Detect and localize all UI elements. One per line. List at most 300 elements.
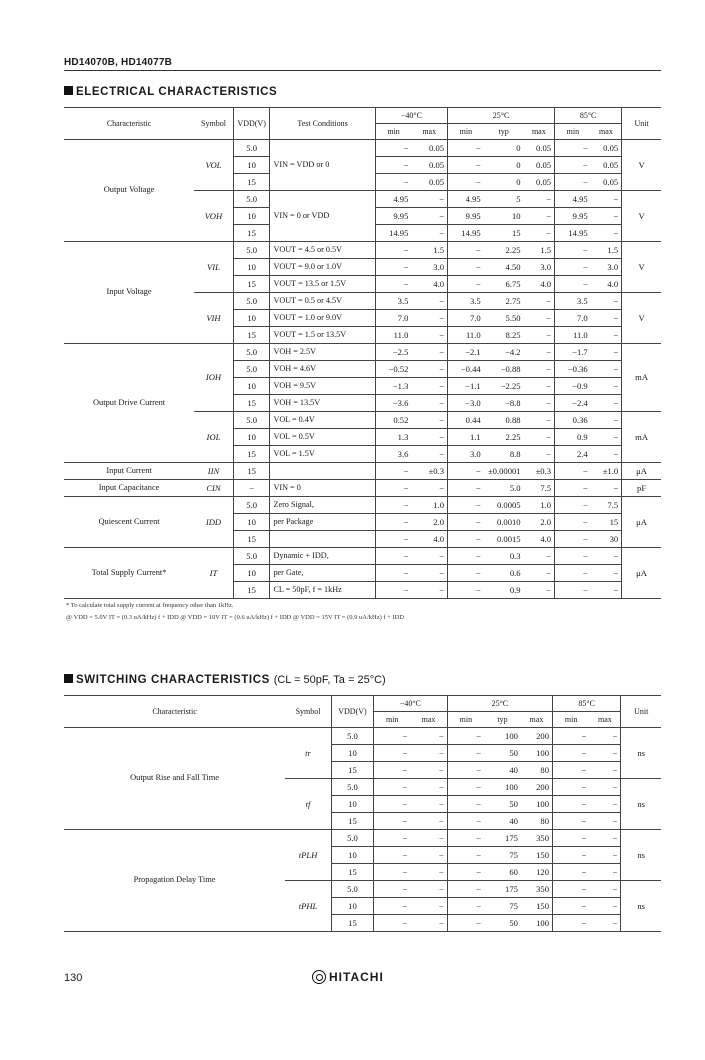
value-cell: 120 [521, 864, 553, 881]
value-cell: 4.50 [484, 259, 524, 276]
value-cell: 6.75 [484, 276, 524, 293]
unit-cell: pF [622, 480, 661, 497]
value-cell: − [552, 745, 589, 762]
value-cell: −3.0 [448, 395, 484, 412]
value-cell: 7.0 [375, 310, 411, 327]
value-cell: − [448, 242, 484, 259]
electrical-characteristics-table [64, 107, 661, 599]
value-cell: − [375, 514, 411, 531]
symbol-cell: VIH [194, 293, 233, 344]
value-cell: − [524, 412, 555, 429]
vdd-cell: 5.0 [233, 361, 270, 378]
value-cell: 4.0 [411, 276, 447, 293]
value-cell: − [375, 157, 411, 174]
characteristic-cell: Output Voltage [64, 140, 194, 242]
hitachi-logo-icon [312, 970, 326, 984]
value-cell: 3.0 [591, 259, 622, 276]
value-cell: − [411, 225, 447, 242]
value-cell: − [448, 463, 484, 480]
table-row [64, 463, 661, 480]
symbol-cell: VOL [194, 140, 233, 191]
value-cell: − [524, 310, 555, 327]
symbol-cell: tr [285, 728, 331, 779]
value-cell: 0.05 [524, 174, 555, 191]
value-cell: 1.3 [375, 429, 411, 446]
condition-cell: VOUT = 1.5 or 13.5V [270, 327, 375, 344]
value-cell: − [374, 813, 411, 830]
value-cell: − [591, 582, 622, 599]
value-cell: − [552, 915, 589, 932]
col-temp-85: 85°C [555, 108, 622, 124]
value-cell: − [552, 881, 589, 898]
value-cell: 0.36 [555, 412, 591, 429]
value-cell: − [555, 514, 591, 531]
value-cell: − [374, 847, 411, 864]
value-cell: − [589, 830, 621, 847]
value-cell: 4.0 [591, 276, 622, 293]
vdd-cell: 5.0 [331, 830, 373, 847]
value-cell: −0.88 [484, 361, 524, 378]
vdd-cell: 5.0 [233, 548, 270, 565]
vdd-cell: 10 [233, 378, 270, 395]
col-characteristic: Characteristic [64, 696, 285, 728]
value-cell: 175 [484, 830, 521, 847]
vdd-cell: 5.0 [233, 242, 270, 259]
value-cell: − [524, 344, 555, 361]
value-cell: 14.95 [375, 225, 411, 242]
value-cell: − [524, 191, 555, 208]
condition-cell: VOL = 0.4V [270, 412, 375, 429]
value-cell: ±1.0 [591, 463, 622, 480]
value-cell: 9.95 [448, 208, 484, 225]
brand-name: HITACHI [329, 970, 384, 984]
vdd-cell: 15 [233, 225, 270, 242]
value-cell: − [448, 514, 484, 531]
value-cell: 14.95 [448, 225, 484, 242]
vdd-cell: 15 [233, 446, 270, 463]
value-cell: 0.0015 [484, 531, 524, 548]
symbol-cell: IDD [194, 497, 233, 548]
symbol-cell: IIN [194, 463, 233, 480]
table-row [64, 140, 661, 157]
value-cell: ±0.00001 [484, 463, 524, 480]
value-cell: − [410, 728, 447, 745]
value-cell: 1.0 [524, 497, 555, 514]
value-cell: − [589, 779, 621, 796]
value-cell: − [552, 796, 589, 813]
value-cell: − [410, 762, 447, 779]
vdd-cell: 5.0 [233, 412, 270, 429]
value-cell: 0.05 [524, 140, 555, 157]
value-cell: − [374, 796, 411, 813]
col-max: max [589, 712, 621, 728]
value-cell: 0.9 [484, 582, 524, 599]
value-cell: 8.25 [484, 327, 524, 344]
value-cell: −0.9 [555, 378, 591, 395]
value-cell: 3.5 [448, 293, 484, 310]
value-cell: − [374, 762, 411, 779]
value-cell: 0.05 [591, 140, 622, 157]
characteristic-cell: Input Voltage [64, 242, 194, 344]
value-cell: 80 [521, 813, 553, 830]
value-cell: 50 [484, 796, 521, 813]
value-cell: 3.5 [555, 293, 591, 310]
col-vdd: VDD(V) [233, 108, 270, 140]
value-cell: 7.5 [524, 480, 555, 497]
value-cell: 3.0 [448, 446, 484, 463]
value-cell: − [524, 429, 555, 446]
value-cell: 10 [484, 208, 524, 225]
value-cell: 0.0010 [484, 514, 524, 531]
value-cell: 5.0 [484, 480, 524, 497]
value-cell: 4.95 [448, 191, 484, 208]
value-cell: −2.5 [375, 344, 411, 361]
characteristic-cell: Quiescent Current [64, 497, 194, 548]
vdd-cell: − [233, 480, 270, 497]
value-cell: − [411, 429, 447, 446]
value-cell: − [447, 728, 484, 745]
value-cell: 0.6 [484, 565, 524, 582]
col-max: max [521, 712, 553, 728]
value-cell: − [448, 259, 484, 276]
value-cell: 2.25 [484, 242, 524, 259]
value-cell: − [589, 898, 621, 915]
value-cell: − [552, 847, 589, 864]
switching-title-conditions: (CL = 50pF, Ta = 25°C) [273, 674, 386, 686]
value-cell: 30 [591, 531, 622, 548]
value-cell: − [555, 259, 591, 276]
value-cell: 50 [484, 745, 521, 762]
value-cell: − [411, 191, 447, 208]
value-cell: − [591, 446, 622, 463]
value-cell: − [374, 915, 411, 932]
value-cell: 0.3 [484, 548, 524, 565]
value-cell: − [410, 881, 447, 898]
value-cell: 5.50 [484, 310, 524, 327]
vdd-cell: 10 [233, 565, 270, 582]
vdd-cell: 10 [331, 745, 373, 762]
value-cell: 100 [484, 728, 521, 745]
vdd-cell: 10 [331, 796, 373, 813]
value-cell: − [524, 293, 555, 310]
value-cell: − [591, 395, 622, 412]
condition-cell: CL = 50pF, f = 1kHz [270, 582, 375, 599]
value-cell: − [375, 497, 411, 514]
symbol-cell: VIL [194, 242, 233, 293]
vdd-cell: 10 [233, 208, 270, 225]
value-cell: − [375, 259, 411, 276]
value-cell: − [410, 813, 447, 830]
vdd-cell: 10 [331, 847, 373, 864]
value-cell: 8.8 [484, 446, 524, 463]
value-cell: − [375, 548, 411, 565]
value-cell: − [524, 378, 555, 395]
value-cell: 100 [521, 796, 553, 813]
condition-cell [270, 531, 375, 548]
footnote-1: * To calculate total supply current at frequency other than 1kHz. [66, 602, 234, 609]
vdd-cell: 15 [233, 174, 270, 191]
value-cell: − [555, 242, 591, 259]
value-cell: − [555, 565, 591, 582]
condition-cell: VOH = 9.5V [270, 378, 375, 395]
value-cell: − [552, 830, 589, 847]
value-cell: 0.44 [448, 412, 484, 429]
value-cell: − [552, 762, 589, 779]
value-cell: −1.3 [375, 378, 411, 395]
value-cell: 11.0 [448, 327, 484, 344]
value-cell: 0.52 [375, 412, 411, 429]
col-characteristic: Characteristic [64, 108, 194, 140]
value-cell: − [591, 310, 622, 327]
col-unit: Unit [621, 696, 661, 728]
value-cell: − [589, 745, 621, 762]
table-row [64, 480, 661, 497]
value-cell: − [411, 378, 447, 395]
col-min: min [447, 712, 484, 728]
col-temp-m40: −40°C [375, 108, 447, 124]
value-cell: 2.25 [484, 429, 524, 446]
value-cell: − [524, 327, 555, 344]
value-cell: − [447, 762, 484, 779]
switching-section-title [64, 674, 386, 686]
value-cell: − [374, 830, 411, 847]
value-cell: 1.1 [448, 429, 484, 446]
unit-cell: mA [622, 412, 661, 463]
vdd-cell: 15 [233, 463, 270, 480]
value-cell: − [374, 779, 411, 796]
unit-cell: μA [622, 497, 661, 548]
table-row [64, 497, 661, 514]
value-cell: − [447, 847, 484, 864]
value-cell: −1.1 [448, 378, 484, 395]
bullet-square-icon [64, 86, 73, 95]
vdd-cell: 15 [331, 813, 373, 830]
value-cell: 3.0 [411, 259, 447, 276]
condition-cell: VOL = 0.5V [270, 429, 375, 446]
value-cell: − [375, 531, 411, 548]
value-cell: − [448, 140, 484, 157]
unit-cell: ns [621, 830, 661, 881]
value-cell: 0.0005 [484, 497, 524, 514]
unit-cell: ns [621, 779, 661, 830]
condition-cell: VOH = 4.6V [270, 361, 375, 378]
value-cell: − [524, 446, 555, 463]
characteristic-cell: Input Current [64, 463, 194, 480]
value-cell: 40 [484, 813, 521, 830]
value-cell: − [591, 412, 622, 429]
value-cell: − [524, 225, 555, 242]
value-cell: − [591, 378, 622, 395]
value-cell: − [524, 582, 555, 599]
value-cell: − [591, 429, 622, 446]
vdd-cell: 10 [233, 514, 270, 531]
unit-cell: μA [622, 548, 661, 599]
value-cell: − [555, 174, 591, 191]
value-cell: 7.0 [448, 310, 484, 327]
col-min: min [552, 712, 589, 728]
condition-cell: VOUT = 1.0 or 9.0V [270, 310, 375, 327]
value-cell: − [410, 745, 447, 762]
value-cell: 1.5 [524, 242, 555, 259]
value-cell: −3.6 [375, 395, 411, 412]
value-cell: 4.0 [411, 531, 447, 548]
value-cell: 11.0 [375, 327, 411, 344]
col-conditions: Test Conditions [270, 108, 375, 140]
col-max: max [591, 124, 622, 140]
col-max: max [411, 124, 447, 140]
condition-cell: VIN = 0 or VDD [270, 191, 375, 242]
value-cell: − [589, 864, 621, 881]
col-min: min [555, 124, 591, 140]
condition-cell: VOH = 13.5V [270, 395, 375, 412]
value-cell: − [555, 157, 591, 174]
value-cell: − [375, 463, 411, 480]
value-cell: 7.5 [591, 497, 622, 514]
vdd-cell: 15 [233, 276, 270, 293]
value-cell: 1.5 [591, 242, 622, 259]
value-cell: 175 [484, 881, 521, 898]
value-cell: − [555, 463, 591, 480]
value-cell: − [591, 327, 622, 344]
value-cell: − [375, 140, 411, 157]
condition-cell: Dynamic + IDD, [270, 548, 375, 565]
footnote-2: @ VDD = 5.0V IT = (0.3 uA/kHz) f + IDD @ VDD = 10V IT = (0.6 uA/kHz) f + IDD @ VDD = 15V IT = (0.9 uA/kHz) f + IDD [66, 614, 405, 621]
value-cell: ±0.3 [524, 463, 555, 480]
value-cell: 2.0 [411, 514, 447, 531]
value-cell: 1.5 [411, 242, 447, 259]
value-cell: 3.0 [524, 259, 555, 276]
value-cell: − [410, 779, 447, 796]
value-cell: 15 [484, 225, 524, 242]
value-cell: −0.44 [448, 361, 484, 378]
vdd-cell: 10 [233, 157, 270, 174]
value-cell: 60 [484, 864, 521, 881]
value-cell: − [448, 480, 484, 497]
vdd-cell: 5.0 [233, 140, 270, 157]
value-cell: 5 [484, 191, 524, 208]
col-temp-25: 25°C [447, 696, 552, 712]
vdd-cell: 10 [233, 259, 270, 276]
vdd-cell: 10 [233, 429, 270, 446]
condition-cell: VOUT = 9.0 or 1.0V [270, 259, 375, 276]
unit-cell: mA [622, 344, 661, 412]
value-cell: −2.1 [448, 344, 484, 361]
value-cell: 14.95 [555, 225, 591, 242]
vdd-cell: 15 [233, 327, 270, 344]
table-row [64, 548, 661, 565]
value-cell: − [374, 881, 411, 898]
value-cell: −2.4 [555, 395, 591, 412]
symbol-cell: IOL [194, 412, 233, 463]
value-cell: − [447, 898, 484, 915]
vdd-cell: 15 [233, 395, 270, 412]
condition-cell: per Package [270, 514, 375, 531]
value-cell: − [589, 847, 621, 864]
condition-cell: Zero Signal, [270, 497, 375, 514]
value-cell: 0.05 [411, 174, 447, 191]
condition-cell: VOUT = 0.5 or 4.5V [270, 293, 375, 310]
value-cell: − [411, 548, 447, 565]
value-cell: 7.0 [555, 310, 591, 327]
col-max: max [410, 712, 447, 728]
value-cell: − [448, 531, 484, 548]
value-cell: 3.5 [375, 293, 411, 310]
value-cell: 1.0 [411, 497, 447, 514]
value-cell: − [589, 915, 621, 932]
value-cell: − [375, 174, 411, 191]
value-cell: − [591, 361, 622, 378]
value-cell: − [411, 344, 447, 361]
value-cell: − [591, 225, 622, 242]
value-cell: 150 [521, 847, 553, 864]
characteristic-cell: Propagation Delay Time [64, 830, 285, 932]
value-cell: 0.05 [591, 174, 622, 191]
value-cell: 0 [484, 140, 524, 157]
value-cell: 0.88 [484, 412, 524, 429]
value-cell: − [410, 864, 447, 881]
value-cell: − [552, 728, 589, 745]
col-temp-m40: −40°C [374, 696, 448, 712]
value-cell: − [448, 548, 484, 565]
col-temp-25: 25°C [448, 108, 555, 124]
value-cell: − [591, 565, 622, 582]
value-cell: ±0.3 [411, 463, 447, 480]
value-cell: − [411, 310, 447, 327]
value-cell: 100 [521, 745, 553, 762]
value-cell: − [375, 565, 411, 582]
vdd-cell: 5.0 [233, 293, 270, 310]
value-cell: 0 [484, 157, 524, 174]
value-cell: − [411, 412, 447, 429]
switching-characteristics-table [64, 695, 661, 932]
value-cell: −0.36 [555, 361, 591, 378]
vdd-cell: 15 [331, 915, 373, 932]
value-cell: − [375, 480, 411, 497]
value-cell: − [591, 191, 622, 208]
symbol-cell: VOH [194, 191, 233, 242]
col-min: min [448, 124, 484, 140]
value-cell: − [411, 565, 447, 582]
value-cell: − [447, 915, 484, 932]
value-cell: 3.6 [375, 446, 411, 463]
value-cell: − [591, 344, 622, 361]
value-cell: − [591, 293, 622, 310]
characteristic-cell: Input Capacitance [64, 480, 194, 497]
value-cell: − [411, 293, 447, 310]
value-cell: − [447, 830, 484, 847]
value-cell: − [411, 327, 447, 344]
value-cell: − [555, 140, 591, 157]
value-cell: 100 [484, 779, 521, 796]
unit-cell: μA [622, 463, 661, 480]
value-cell: −4.2 [484, 344, 524, 361]
value-cell: − [374, 898, 411, 915]
value-cell: 4.0 [524, 276, 555, 293]
value-cell: 75 [484, 898, 521, 915]
value-cell: − [589, 796, 621, 813]
value-cell: − [448, 582, 484, 599]
value-cell: − [552, 898, 589, 915]
condition-cell: VOUT = 4.5 or 0.5V [270, 242, 375, 259]
value-cell: − [410, 830, 447, 847]
characteristic-cell: Output Drive Current [64, 344, 194, 463]
condition-cell: VIN = VDD or 0 [270, 140, 375, 191]
document-header: HD14070B, HD14077B [64, 57, 173, 68]
symbol-cell: tf [285, 779, 331, 830]
electrical-title-text: ELECTRICAL CHARACTERISTICS [76, 86, 278, 98]
symbol-cell: IOH [194, 344, 233, 412]
condition-cell: VIN = 0 [270, 480, 375, 497]
